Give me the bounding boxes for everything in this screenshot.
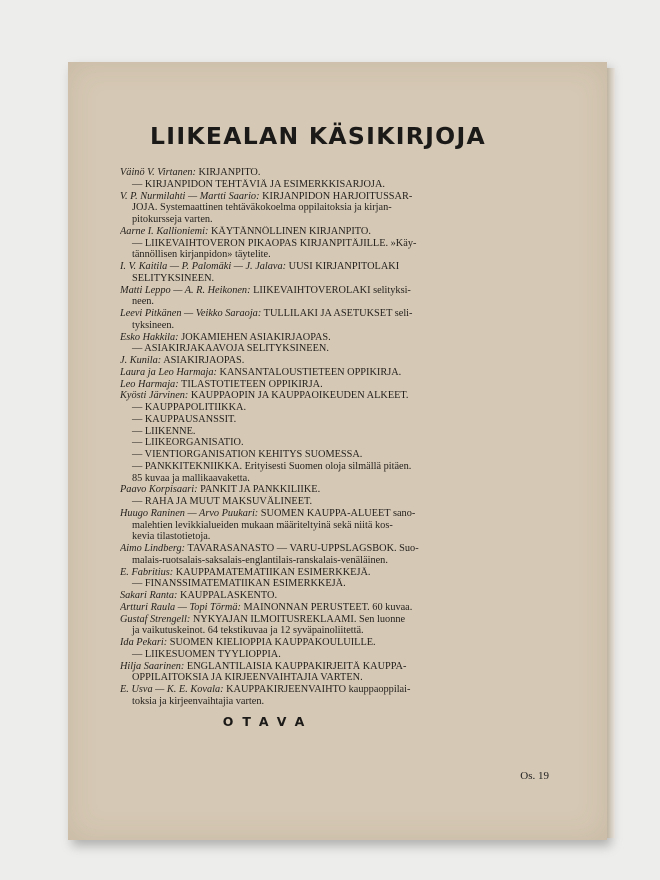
book-list-line bbox=[120, 531, 558, 543]
book-list-line bbox=[120, 285, 558, 297]
book-list-line bbox=[120, 308, 558, 320]
book-list-line bbox=[120, 296, 558, 308]
book-title-text: tännöllisen kirjanpidon» täytelite. bbox=[132, 249, 271, 261]
book-list-line bbox=[120, 473, 558, 485]
book-list-line bbox=[120, 379, 558, 391]
book-title-text: tyksineen. bbox=[132, 319, 175, 331]
book-title-text: ja vaikutuskeinot. 64 tekstikuvaa ja 12 syväpainoliitettä. bbox=[132, 625, 364, 637]
book-list-line bbox=[120, 238, 558, 250]
author-name: Aimo Lindberg: bbox=[120, 543, 186, 554]
book-title-text: — PANKKITEKNIIKKA. Erityisesti Suomen oloja silmällä pitäen. bbox=[132, 460, 412, 472]
book-list-line bbox=[120, 649, 558, 661]
book-list-line bbox=[120, 555, 558, 567]
book-list-line bbox=[120, 461, 558, 473]
book-list-line bbox=[120, 390, 558, 402]
book-title-text: LIIKEVAIHTOVEROLAKI selityksi- bbox=[250, 284, 411, 296]
book-title-text: — KIRJANPIDON TEHTÄVIÄ JA ESIMERKKISARJOJA. bbox=[132, 178, 385, 190]
book-title-text: toksia ja kirjeenvaihtajia varten. bbox=[132, 695, 265, 707]
book-title-text: SELITYKSINEEN. bbox=[132, 272, 215, 284]
book-title-text: ASIAKIRJAOPAS. bbox=[161, 355, 245, 366]
book-title-text: KANSANTALOUSTIETEEN OPPIKIRJA. bbox=[216, 366, 402, 378]
book-list-line bbox=[120, 191, 558, 203]
author-name: Artturi Raula — Topi Törmä: bbox=[120, 601, 241, 613]
book-list-line bbox=[120, 332, 558, 344]
book-title-text: — FINANSSIMATEMATIIKAN ESIMERKKEJÄ. bbox=[132, 578, 346, 590]
book-title-text: NYKYAJAN ILMOITUSREKLAAMI. Sen luonne bbox=[190, 613, 406, 625]
author-name: E. Fabritius: bbox=[120, 566, 174, 578]
author-name: Leo Harmaja: bbox=[120, 378, 179, 390]
book-title-text: 85 kuvaa ja mallikaavaketta. bbox=[132, 472, 250, 484]
book-list-line bbox=[120, 602, 558, 614]
book-list-line bbox=[120, 637, 558, 649]
book-list-line bbox=[120, 520, 558, 532]
book-list-line bbox=[120, 590, 558, 602]
book-title-text: malais-ruotsalais-saksalais-englantilais-ranskalais-venäläinen. bbox=[132, 554, 388, 566]
book-list-line bbox=[120, 426, 558, 438]
book-list-line bbox=[120, 449, 558, 461]
book-list-line bbox=[120, 414, 558, 426]
series-title: LIIKEALAN KÄSIKIRJOJA bbox=[150, 122, 486, 150]
book-page-edge bbox=[607, 68, 615, 838]
book-list-line bbox=[120, 543, 558, 555]
book-list-line bbox=[120, 508, 558, 520]
book-list-line bbox=[120, 343, 558, 355]
author-name: J. Kunila: bbox=[120, 355, 162, 366]
book-list-line bbox=[120, 578, 558, 590]
book-title-text: — LIIKENNE. bbox=[132, 425, 196, 437]
author-name: Hilja Saarinen: bbox=[120, 660, 185, 672]
book-list-line bbox=[120, 179, 558, 191]
book-title-text: MAINONNAN PERUSTEET. 60 kuvaa. bbox=[240, 601, 413, 613]
book-title-text: — LIIKESUOMEN TYYLIOPPIA. bbox=[132, 648, 281, 660]
book-title-text: TULLILAKI JA ASETUKSET seli- bbox=[261, 308, 413, 319]
book-list-line bbox=[120, 261, 558, 273]
book-list-line bbox=[120, 226, 558, 238]
book-list-line bbox=[120, 167, 558, 179]
book-title-text: — LIIKEVAIHTOVERON PIKAOPAS KIRJANPITÄJILLE. »Käy- bbox=[132, 237, 417, 249]
book-title-text: KAUPPAOPIN JA KAUPPAOIKEUDEN ALKEET. bbox=[188, 390, 409, 402]
book-title-text: neen. bbox=[132, 296, 155, 308]
book-title-text: — RAHA JA MUUT MAKSUVÄLINEET. bbox=[132, 496, 313, 507]
book-list-line bbox=[120, 320, 558, 332]
publisher-name: OTAVA bbox=[222, 714, 314, 729]
book-title-text: SUOMEN KAUPPA-ALUEET sano- bbox=[258, 507, 416, 519]
author-name: Ida Pekari: bbox=[120, 637, 168, 648]
book-title-text: PANKIT JA PANKKILIIKE. bbox=[197, 484, 321, 496]
book-title-text: KAUPPAMATEMATIIKAN ESIMERKKEJÄ. bbox=[173, 566, 371, 578]
author-name: Matti Leppo — A. R. Heikonen: bbox=[120, 284, 251, 296]
book-list-line bbox=[120, 214, 558, 226]
author-name: Aarne I. Kallioniemi: bbox=[120, 225, 209, 237]
book-title-text: SUOMEN KIELIOPPIA KAUPPAKOULUILLE. bbox=[167, 637, 376, 648]
book-title-text: KÄYTÄNNÖLLINEN KIRJANPITO. bbox=[208, 225, 371, 237]
book-list-line bbox=[120, 625, 558, 637]
author-name: Leevi Pitkänen — Veikko Saraoja: bbox=[120, 308, 262, 319]
book-title-text: kevia tilastotietoja. bbox=[132, 531, 211, 543]
book-list-line bbox=[120, 614, 558, 626]
book-list-line bbox=[120, 437, 558, 449]
author-name: I. V. Kaitila — P. Palomäki — J. Jalava: bbox=[120, 261, 287, 272]
author-name: E. Usva — K. E. Kovala: bbox=[120, 684, 224, 695]
book-title-text: pitokursseja varten. bbox=[132, 214, 213, 225]
author-name: Paavo Korpisaari: bbox=[120, 484, 198, 496]
book-list-line bbox=[120, 684, 558, 696]
book-title-text: ENGLANTILAISIA KAUPPAKIRJEITÄ KAUPPA- bbox=[184, 660, 407, 672]
book-title-text: — KAUPPAUSANSSIT. bbox=[132, 413, 237, 425]
book-title-text: TAVARASANASTO — VARU-UPPSLAGSBOK. Suo- bbox=[185, 543, 419, 554]
book-back-cover bbox=[68, 62, 607, 840]
book-list bbox=[120, 167, 558, 708]
book-title-text: — VIENTIORGANISATION KEHITYS SUOMESSA. bbox=[132, 449, 363, 460]
book-list-line bbox=[120, 355, 558, 367]
book-title-text: OPPILAITOKSIA JA KIRJEENVAIHTAJIA VARTEN. bbox=[132, 672, 363, 684]
book-list-line bbox=[120, 249, 558, 261]
catalog-code: Os. 19 bbox=[520, 770, 549, 782]
book-title-text: JOKAMIEHEN ASIAKIRJAOPAS. bbox=[178, 331, 331, 343]
book-title-text: malehtien levikkialueiden mukaan määriteltyinä sekä niitä kos- bbox=[132, 519, 393, 531]
book-title-text: JOJA. Systemaattinen tehtäväkokoelma oppilaitoksia ja kirjan- bbox=[132, 202, 392, 214]
book-list-line bbox=[120, 367, 558, 379]
book-list-line bbox=[120, 496, 558, 508]
author-name: Laura ja Leo Harmaja: bbox=[120, 366, 217, 378]
book-list-line bbox=[120, 672, 558, 684]
author-name: V. P. Nurmilahti — Martti Saario: bbox=[120, 190, 260, 202]
author-name: Gustaf Strengell: bbox=[120, 613, 191, 625]
book-list-line bbox=[120, 696, 558, 708]
book-title-text: KIRJANPITO. bbox=[195, 167, 261, 178]
book-list-line bbox=[120, 273, 558, 285]
book-title-text: UUSI KIRJANPITOLAKI bbox=[286, 261, 400, 272]
book-list-line bbox=[120, 402, 558, 414]
book-title-text: — ASIAKIRJAKAAVOJA SELITYKSINEEN. bbox=[132, 343, 329, 355]
book-list-line bbox=[120, 661, 558, 673]
author-name: Väinö V. Virtanen: bbox=[120, 167, 196, 178]
book-title-text: — KAUPPAPOLITIIKKA. bbox=[132, 402, 247, 413]
book-list-line bbox=[120, 202, 558, 214]
author-name: Kyösti Järvinen: bbox=[120, 390, 189, 402]
book-title-text: KIRJANPIDON HARJOITUSSAR- bbox=[259, 190, 413, 202]
book-list-line bbox=[120, 484, 558, 496]
book-title-text: KAUPPAKIRJEENVAIHTO kauppaoppilai- bbox=[223, 684, 411, 695]
author-name: Sakari Ranta: bbox=[120, 590, 178, 601]
book-title-text: TILASTOTIETEEN OPPIKIRJA. bbox=[178, 378, 323, 390]
author-name: Huugo Raninen — Arvo Puukari: bbox=[120, 507, 259, 519]
book-title-text: KAUPPALASKENTO. bbox=[177, 590, 278, 601]
author-name: Esko Hakkila: bbox=[120, 331, 179, 343]
book-title-text: — LIIKEORGANISATIO. bbox=[132, 437, 244, 449]
book-list-line bbox=[120, 567, 558, 579]
